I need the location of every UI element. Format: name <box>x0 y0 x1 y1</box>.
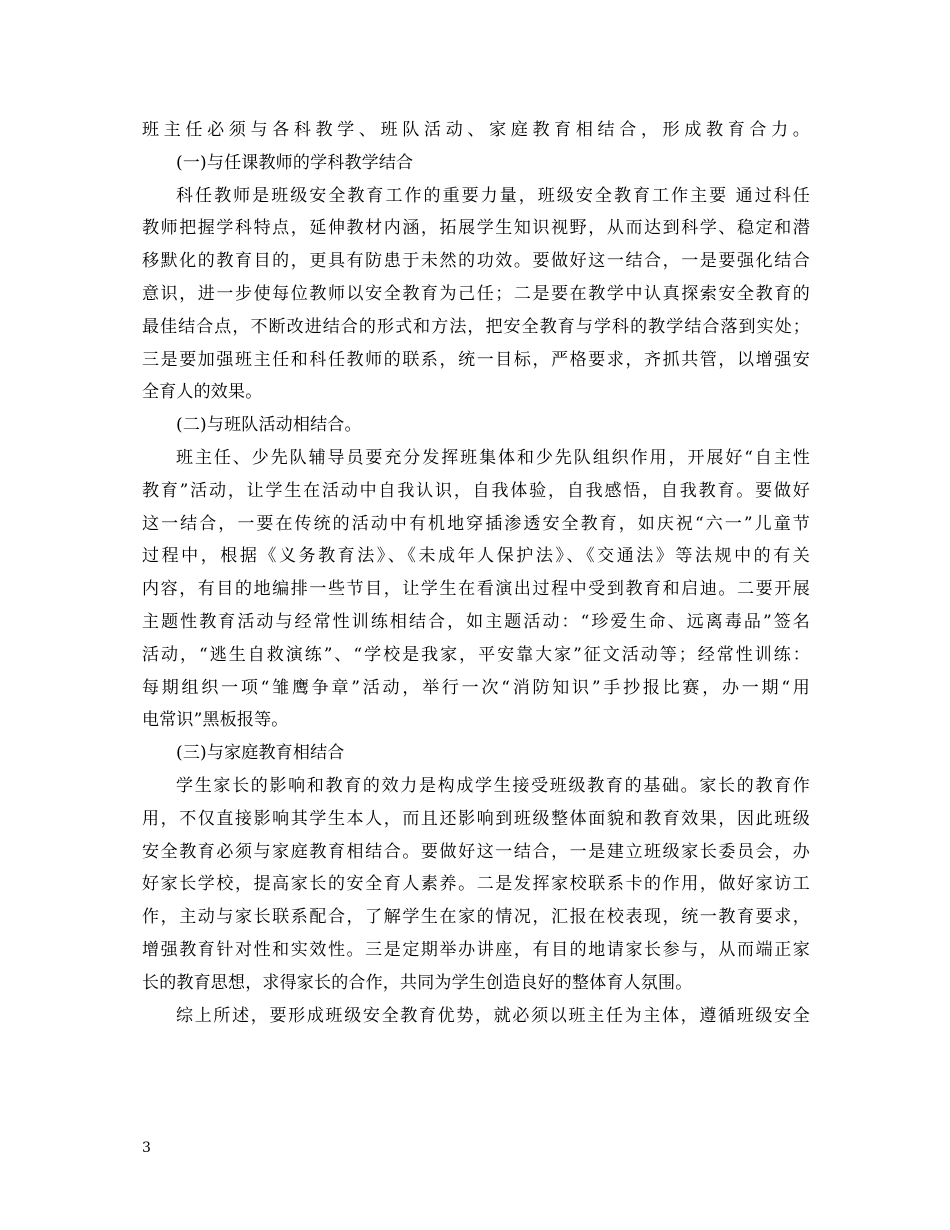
text-line: 作，主动与家长联系配合，了解学生在家的情况，汇报在校表现，统一教育要求， <box>142 907 810 928</box>
text-line: 每期组织一项“雏鹰争章”活动，举行一次“消防知识”手抄报比赛，办一期“用 <box>142 677 810 698</box>
text-line: 全育人的效果。 <box>142 382 263 403</box>
text-line: 综上所述，要形成班级安全教育优势，就必须以班主任为主体，遵循班级安全 <box>176 1005 810 1026</box>
text-line: 意识，进一步使每位教师以安全教育为己任；二是要在教学中认真探索安全教育的 <box>142 283 810 304</box>
section-heading: (三)与家庭教育相结合 <box>176 743 345 764</box>
text-line: 主题性教育活动与经常性训练相结合，如主题活动：“珍爱生命、远离毒品”签名 <box>142 611 810 632</box>
text-line: 安全教育必须与家庭教育相结合。要做好这一结合，一是建立班级家长委员会，办 <box>142 841 810 862</box>
text-line: 教师把握学科特点，延伸教材内涵，拓展学生知识视野，从而达到科学、稳定和潜 <box>142 218 810 239</box>
text-line: 活动，“逃生自救演练”、“学校是我家，平安靠大家”征文活动等；经常性训练： <box>142 644 810 665</box>
text-line: 增强教育针对性和实效性。三是定期举办讲座，有目的地请家长参与，从而端正家 <box>142 939 810 960</box>
page-number: 3 <box>142 1140 151 1156</box>
section-heading: (一)与任课教师的学科教学结合 <box>176 152 414 173</box>
section-heading: (二)与班队活动相结合。 <box>176 415 362 436</box>
document-body <box>142 114 810 1032</box>
text-line: 长的教育思想，求得家长的合作，共同为学生创造良好的整体育人氛围。 <box>142 972 693 993</box>
text-line: 教育”活动，让学生在活动中自我认识，自我体验，自我感悟，自我教育。要做好 <box>142 480 810 501</box>
text-line: 移默化的教育目的，更具有防患于未然的功效。要做好这一结合，一是要强化结合 <box>142 251 810 272</box>
text-line: 电常识”黑板报等。 <box>142 710 289 731</box>
text-line: 好家长学校，提高家长的安全育人素养。二是发挥家校联系卡的作用，做好家访工 <box>142 874 810 895</box>
text-line: 最佳结合点，不断改进结合的形式和方法，把安全教育与学科的教学结合落到实处； <box>142 316 810 337</box>
text-line: 内容，有目的地编排一些节目，让学生在看演出过程中受到教育和启迪。二要开展 <box>142 579 810 600</box>
text-line: 用，不仅直接影响其学生本人，而且还影响到班级整体面貌和教育效果，因此班级 <box>142 808 810 829</box>
text-line: 过程中，根据《义务教育法》、《未成年人保护法》、《交通法》等法规中的有关 <box>142 546 810 567</box>
text-line: 科任教师是班级安全教育工作的重要力量，班级安全教育工作主要 通过科任 <box>176 185 810 206</box>
text-line: 班主任、少先队辅导员要充分发挥班集体和少先队组织作用，开展好“自主性 <box>176 447 810 468</box>
text-line: 班主任必须与各科教学、班队活动、家庭教育相结合，形成教育合力。 <box>142 120 810 140</box>
text-line: 三是要加强班主任和科任教师的联系，统一目标，严格要求，齐抓共管，以增强安 <box>142 349 810 370</box>
text-line: 学生家长的影响和教育的效力是构成学生接受班级教育的基础。家长的教育作 <box>176 775 810 796</box>
text-line: 这一结合，一要在传统的活动中有机地穿插渗透安全教育，如庆祝“六一”儿童节 <box>142 513 810 534</box>
